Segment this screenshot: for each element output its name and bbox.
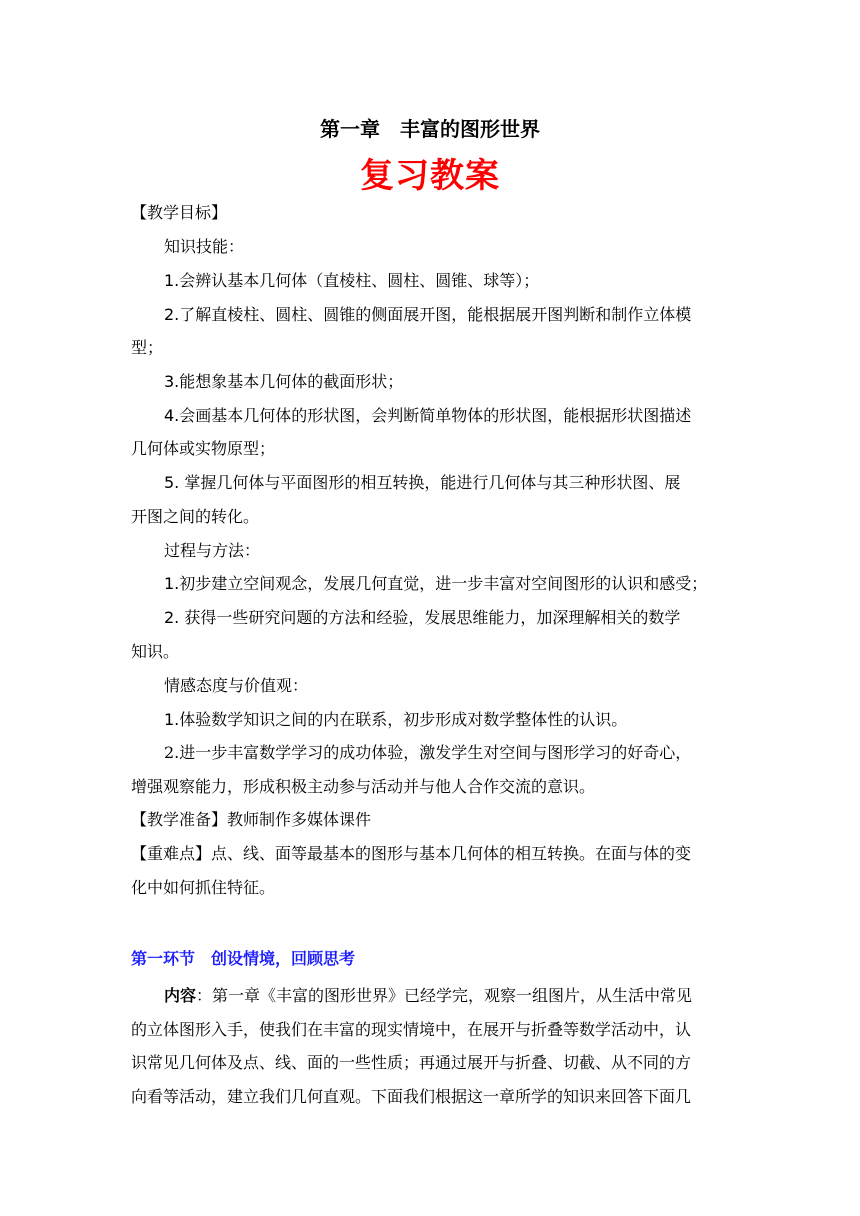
item-number: 1. xyxy=(164,271,180,290)
item-number: 2. xyxy=(164,743,180,762)
attitude-item-2-cont: 增强观察能力，形成积极主动参与活动并与他人合作交流的意识。 xyxy=(131,777,596,796)
process-heading: 过程与方法： xyxy=(164,541,261,560)
item-number: 5. xyxy=(164,473,180,492)
item-number: 1. xyxy=(164,710,180,729)
item-text: 会辨认基本几何体（直棱柱、圆柱、圆锥、球等）； xyxy=(179,271,540,290)
knowledge-item-4 xyxy=(164,406,691,426)
content-line-2: 的立体图形入手，使我们在丰富的现实情境中，在展开与折叠等数学活动中，认 xyxy=(131,1020,692,1039)
process-item-2-cont: 知识。 xyxy=(131,642,180,661)
chapter-title: 第一章 丰富的图形世界 xyxy=(320,117,540,141)
section-1-title: 第一环节 创设情境，回顾思考 xyxy=(131,949,356,968)
attitude-heading: 情感态度与价值观： xyxy=(164,676,309,695)
knowledge-item-5 xyxy=(164,473,680,493)
content-line-3: 识常见几何体及点、线、面的一些性质；再通过展开与折叠、切截、从不同的方 xyxy=(131,1053,692,1072)
item-number: 2. xyxy=(164,608,180,627)
knowledge-item-2 xyxy=(164,305,691,325)
knowledge-item-3 xyxy=(164,372,403,392)
attitude-item-2 xyxy=(164,743,691,763)
content-line-4: 向看等活动，建立我们几何直观。下面我们根据这一章所学的知识来回答下面几 xyxy=(131,1087,692,1106)
process-item-1 xyxy=(164,574,707,594)
item-number: 3. xyxy=(164,372,180,391)
objectives-heading: 【教学目标】 xyxy=(131,203,228,222)
knowledge-item-4-cont: 几何体或实物原型； xyxy=(131,439,276,458)
knowledge-item-2-cont: 型； xyxy=(131,338,164,357)
content-line-1 xyxy=(164,986,692,1006)
attitude-item-1 xyxy=(164,710,627,730)
item-number: 1. xyxy=(164,574,180,593)
key-points-line-1: 【重难点】点、线、面等最基本的图形与基本几何体的相互转换。在面与体的变 xyxy=(131,844,692,863)
content-label: 内容 xyxy=(164,986,197,1005)
item-text: 获得一些研究问题的方法和经验，发展思维能力，加深理解相关的数学 xyxy=(179,608,681,627)
item-number: 2. xyxy=(164,305,180,324)
item-text: 能想象基本几何体的截面形状； xyxy=(179,372,404,391)
item-text: 初步建立空间观念，发展几何直觉，进一步丰富对空间图形的认识和感受； xyxy=(179,574,708,593)
process-item-2 xyxy=(164,608,680,628)
knowledge-item-1 xyxy=(164,271,539,291)
content-text: ：第一章《丰富的图形世界》已经学完，观察一组图片，从生活中常见 xyxy=(196,986,693,1005)
lesson-plan-title: 复习教案 xyxy=(360,156,500,196)
item-text: 会画基本几何体的形状图，会判断简单物体的形状图，能根据形状图描述 xyxy=(179,406,692,425)
item-text: 体验数学知识之间的内在联系，初步形成对数学整体性的认识。 xyxy=(179,710,628,729)
item-number: 4. xyxy=(164,406,180,425)
key-points-line-2: 化中如何抓住特征。 xyxy=(131,878,276,897)
item-text: 掌握几何体与平面图形的相互转换，能进行几何体与其三种形状图、展 xyxy=(179,473,681,492)
item-text: 进一步丰富数学学习的成功体验，激发学生对空间与图形学习的好奇心， xyxy=(179,743,692,762)
item-text: 了解直棱柱、圆柱、圆锥的侧面展开图，能根据展开图判断和制作立体模 xyxy=(179,305,692,324)
knowledge-heading: 知识技能： xyxy=(164,237,245,256)
knowledge-item-5-cont: 开图之间的转化。 xyxy=(131,507,260,526)
preparation-line: 【教学准备】教师制作多媒体课件 xyxy=(131,810,372,829)
